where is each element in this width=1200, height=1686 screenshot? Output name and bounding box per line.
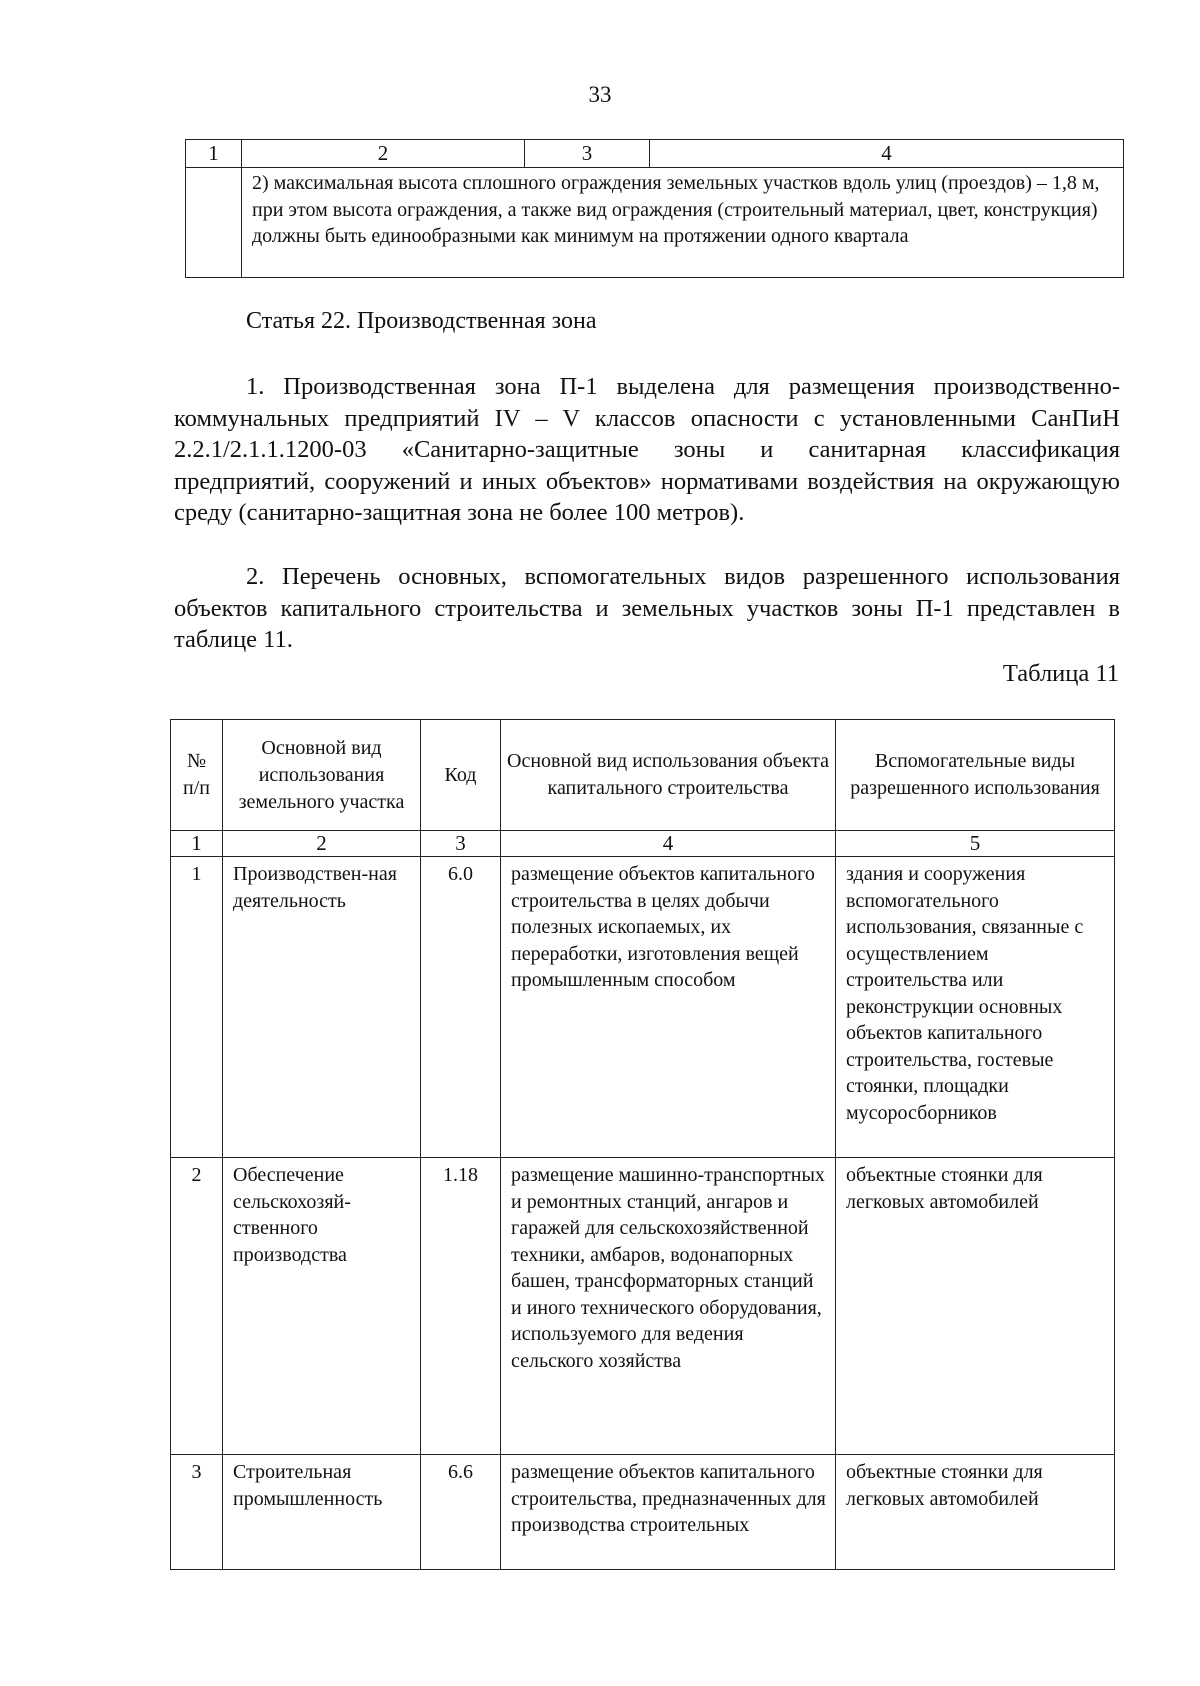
column-number: 2 (223, 831, 421, 857)
continuation-table (185, 139, 1124, 278)
column-number: 1 (171, 831, 223, 857)
column-number: 5 (836, 831, 1115, 857)
continuation-table-header (186, 140, 1124, 168)
auxiliary-use-cell: объектные стоянки для легковых автомобилей (836, 1158, 1115, 1455)
code-cell: 6.6 (421, 1455, 501, 1570)
table-row (171, 1455, 1115, 1570)
column-number: 3 (421, 831, 501, 857)
column-number: 2 (242, 140, 525, 168)
row-number: 3 (171, 1455, 223, 1570)
auxiliary-use-cell: здания и сооружения вспомогательного использования, связанные с осуществлением строительства или реконструкции основных объектов капитального строительства, гостевые стоянки, площадки мусоросборников (836, 857, 1115, 1158)
header-cell: Основной вид использования земельного участка (223, 720, 421, 831)
auxiliary-use-cell: объектные стоянки для легковых автомобилей (836, 1455, 1115, 1570)
empty-cell (186, 168, 242, 278)
capital-use-cell: размещение объектов капитального строительства в целях добычи полезных ископаемых, их переработки, изготовления вещей промышленным способом (501, 857, 836, 1158)
code-cell: 1.18 (421, 1158, 501, 1455)
land-use-cell: Строительная промышленность (223, 1455, 421, 1570)
paragraph-1-text: 1. Производственная зона П-1 выделена для размещения производственно-коммунальных предприятий IV – V классов опасности с установленными СанПиН 2.2.1/2.1.1.1200-03 «Санитарно-защитные зоны и санитарная классификация предприятий, сооружений и иных объектов» нормативами воздействия на окружающую среду (санитарно-защитная зона не более 100 метров). (174, 373, 1120, 526)
code-cell: 6.0 (421, 857, 501, 1158)
row-number: 2 (171, 1158, 223, 1455)
header-cell: Основной вид использования объекта капитального строительства (501, 720, 836, 831)
column-number: 1 (186, 140, 242, 168)
land-use-cell: Производствен-ная деятельность (223, 857, 421, 1158)
paragraph-2-text: 2. Перечень основных, вспомогательных видов разрешенного использования объектов капитального строительства и земельных участков зоны П-1 представлен в таблице 11. (174, 563, 1120, 653)
capital-use-cell: размещение машинно-транспортных и ремонтных станций, ангаров и гаражей для сельскохозяйственной техники, амбаров, водонапорных башен, трансформаторных станций и иного технического оборудования, используемого для ведения сельского хозяйства (501, 1158, 836, 1455)
column-number-row (171, 831, 1115, 857)
row-number: 1 (171, 857, 223, 1158)
continuation-table-row (186, 168, 1124, 278)
column-number: 3 (525, 140, 650, 168)
paragraph-1 (174, 371, 1120, 529)
table-caption: Таблица 11 (1002, 660, 1119, 687)
page-number: 33 (588, 82, 612, 107)
table-header-row (171, 720, 1115, 831)
paragraph-2 (174, 561, 1120, 656)
column-number: 4 (650, 140, 1124, 168)
capital-use-cell: размещение объектов капитального строительства, предназначенных для производства строительных (501, 1455, 836, 1570)
table-row (171, 1158, 1115, 1455)
header-cell: Код (421, 720, 501, 831)
header-cell: Вспомогательные виды разрешенного использования (836, 720, 1115, 831)
column-number: 4 (501, 831, 836, 857)
table-row (171, 857, 1115, 1158)
land-use-cell: Обеспечение сельскохозяй-ственного производства (223, 1158, 421, 1455)
continuation-text: 2) максимальная высота сплошного ограждения земельных участков вдоль улиц (проездов) – 1,8 м, при этом высота ограждения, а также вид ограждения (строительный материал, цвет, конструкция) должны быть единообразными как минимум на протяжении одного квартала (242, 168, 1124, 278)
table-11 (170, 719, 1115, 1570)
article-title: Статья 22. Производственная зона (246, 308, 597, 334)
header-cell: № п/п (171, 720, 223, 831)
